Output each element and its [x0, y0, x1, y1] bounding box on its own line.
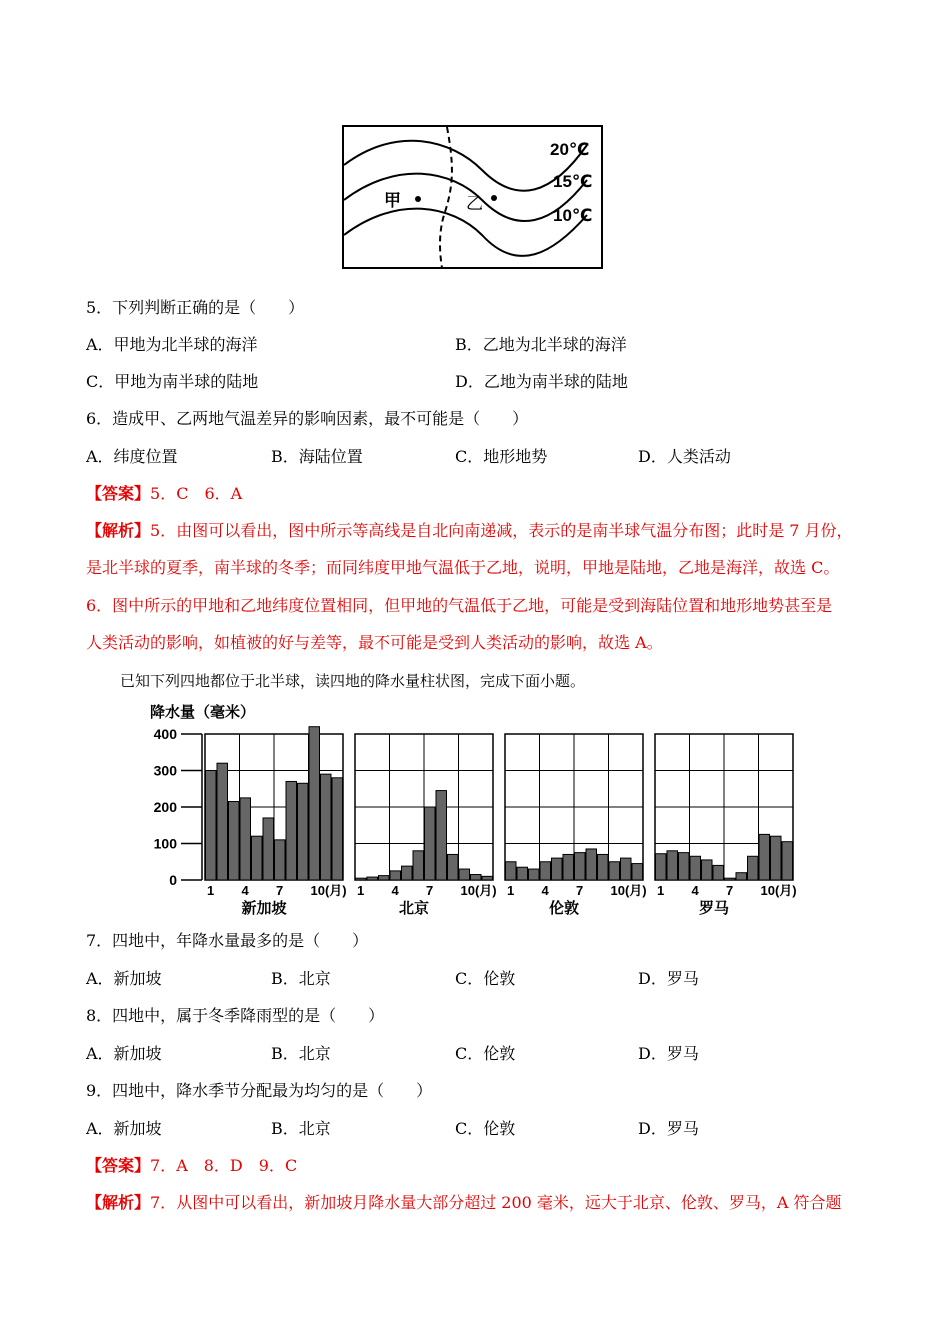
panel-4-bar-month-9 [748, 856, 759, 880]
panel-1-x-tick-label: 1 [207, 883, 215, 898]
panel-3-bar-month-9 [598, 854, 609, 880]
precipitation-chart [130, 700, 820, 920]
panel-3-bar-month-8 [586, 849, 597, 880]
panel-1-bar-month-12 [332, 778, 343, 880]
panel-2-bar-month-7 [425, 807, 436, 880]
q5-option-c[interactable]: C．甲地为南半球的陆地 [86, 372, 259, 391]
q6-option-c[interactable]: C．地形地势 [455, 447, 548, 466]
q8-option-b[interactable]: B．北京 [271, 1044, 331, 1063]
label-20c: 20℃ [550, 140, 590, 159]
panel-2-bar-month-2 [367, 877, 378, 880]
panel-4-bar-month-3 [679, 853, 690, 880]
analysis-1-line-1 [86, 520, 853, 542]
q9-option-a[interactable]: A．新加坡 [86, 1119, 162, 1138]
q7-option-d[interactable]: D．罗马 [638, 969, 699, 988]
panel-1-bar-month-10 [309, 727, 320, 880]
panel-1-bar-month-1 [206, 771, 217, 881]
panel-4-city-name: 罗马 [698, 900, 730, 917]
panel-3-x-tick-label: 1 [507, 883, 515, 898]
panel-1-bar-month-11 [321, 774, 332, 880]
q6-option-b[interactable]: B．海陆位置 [271, 447, 363, 466]
analysis-1-line-3: 6．图中所示的甲地和乙地纬度位置相同，但甲地的气温低于乙地，可能是受到海陆位置和地形地势甚至是 [86, 596, 833, 615]
panel-1-x-tick-label: 10(月) [310, 883, 347, 898]
panel-1-bar-month-6 [263, 818, 274, 880]
q9-option-b[interactable]: B．北京 [271, 1119, 331, 1138]
panel-3-bar-month-11 [621, 858, 632, 880]
panel-1-x-tick-label: 4 [241, 883, 249, 898]
panel-3-bar-month-7 [575, 853, 586, 880]
y-tick-label: 200 [153, 799, 177, 815]
panel-1-bar-month-4 [240, 798, 251, 880]
panel-4-bar-month-2 [667, 851, 678, 880]
y-tick-label: 0 [169, 872, 177, 888]
analysis-1-line-4: 人类活动的影响，如植被的好与差等，最不可能是受到人类活动的影响，故选 A。 [86, 633, 663, 652]
panel-1-bar-month-5 [252, 836, 263, 880]
y-tick-label: 300 [153, 762, 177, 779]
panel-3-bar-month-12 [632, 864, 643, 880]
y-tick-label: 400 [153, 726, 177, 742]
panel-1-bar-month-7 [275, 840, 286, 880]
q5-option-b[interactable]: B．乙地为北半球的海洋 [455, 335, 627, 354]
answer-1 [86, 483, 242, 505]
panel-1-x-tick-label: 7 [276, 883, 284, 898]
panel-2-bar-month-12 [482, 876, 493, 880]
y-axis-title: 降水量（毫米） [150, 704, 256, 721]
analysis-2-text-1: 7．从图中可以看出，新加坡月降水量大部分超过 200 毫米，远大于北京、伦敦、罗马，A 符合题 [150, 1193, 842, 1212]
q5-option-d[interactable]: D．乙地为南半球的陆地 [455, 372, 628, 391]
q9-option-c[interactable]: C．伦敦 [455, 1119, 516, 1138]
analysis-2-tag: 【解析】 [86, 1193, 151, 1212]
panel-2-bar-month-10 [459, 869, 470, 880]
panel-3-bar-month-5 [552, 858, 563, 880]
q6-option-d[interactable]: D．人类活动 [638, 447, 731, 466]
q8-option-d[interactable]: D．罗马 [638, 1044, 699, 1063]
panel-2-x-tick-label: 7 [426, 883, 434, 898]
q9-option-d[interactable]: D．罗马 [638, 1119, 699, 1138]
q7-option-c[interactable]: C．伦敦 [455, 969, 516, 988]
y-tick-label: 100 [153, 835, 177, 852]
point-yi-label: 乙 [466, 194, 483, 213]
q8-option-a[interactable]: A．新加坡 [86, 1044, 162, 1063]
q8-stem: 8．四地中，属于冬季降雨型的是（ ） [86, 1006, 385, 1025]
panel-4-bar-month-6 [713, 865, 724, 880]
panel-4-x-tick-label: 10(月) [760, 883, 797, 898]
q6-stem: 6．造成甲、乙两地气温差异的影响因素，最不可能是（ ） [86, 409, 529, 428]
q7-stem: 7．四地中，年降水量最多的是（ ） [86, 931, 369, 950]
panel-2-x-tick-label: 4 [391, 883, 399, 898]
panel-2-bar-month-9 [448, 854, 459, 880]
panel-2-bar-month-1 [356, 878, 367, 880]
dashed-meridian [440, 127, 452, 268]
q5-stem: 5．下列判断正确的是（ ） [86, 298, 305, 317]
label-15c: 15℃ [553, 172, 593, 191]
panel-4-bar-month-8 [736, 873, 747, 880]
answer-2-text: 7．A 8．D 9．C [150, 1156, 298, 1175]
panel-4-bar-month-10 [759, 834, 770, 880]
panel-4-bar-month-5 [702, 860, 713, 880]
point-jia-label: 甲 [384, 191, 401, 210]
point-yi [491, 195, 497, 201]
panel-4-bar-month-7 [725, 878, 736, 880]
panel-4-x-tick-label: 7 [726, 883, 734, 898]
panel-4-x-tick-label: 4 [691, 883, 699, 898]
panel-3-x-tick-label: 10(月) [610, 883, 647, 898]
isotherm-10 [344, 209, 587, 256]
panel-2-bar-month-11 [471, 875, 482, 880]
answer-2 [86, 1155, 297, 1177]
panel-3-bar-month-2 [517, 867, 528, 880]
panel-4-bar-month-12 [782, 842, 793, 880]
panel-1-bar-month-3 [229, 802, 240, 880]
panel-4-x-tick-label: 1 [657, 883, 665, 898]
panel-2-bar-month-4 [390, 871, 401, 880]
analysis-1-line-2: 是北半球的夏季，南半球的冬季；而同纬度甲地气温低于乙地，说明，甲地是陆地，乙地是海洋，故选 C。 [86, 558, 840, 577]
panel-1-bar-month-9 [298, 783, 309, 880]
intro-precipitation: 已知下列四地都位于北半球，读四地的降水量柱状图，完成下面小题。 [120, 672, 586, 690]
answer-1-text: 5．C 6．A [150, 484, 243, 503]
panel-3-bar-month-3 [529, 869, 540, 880]
q5-option-a[interactable]: A．甲地为北半球的海洋 [86, 335, 258, 354]
q7-option-b[interactable]: B．北京 [271, 969, 331, 988]
panel-1-bar-month-8 [286, 781, 297, 880]
panel-2-bar-month-3 [379, 876, 390, 880]
label-10c: 10℃ [553, 206, 593, 225]
panel-3-x-tick-label: 4 [541, 883, 549, 898]
panel-2-bar-month-5 [402, 866, 413, 880]
panel-2-x-tick-label: 10(月) [460, 883, 497, 898]
q6-option-a[interactable]: A．纬度位置 [86, 447, 178, 466]
q8-option-c[interactable]: C．伦敦 [455, 1044, 516, 1063]
answer-1-tag: 【答案】 [86, 484, 151, 503]
panel-2-x-tick-label: 1 [357, 883, 365, 898]
panel-3-x-tick-label: 7 [576, 883, 584, 898]
panel-3-bar-month-1 [506, 862, 517, 880]
panel-4-bar-month-4 [690, 856, 701, 880]
panel-3-bar-month-10 [609, 862, 620, 880]
panel-4-bar-month-11 [771, 836, 782, 880]
panel-2-city-name: 北京 [398, 900, 430, 917]
isotherm-map [342, 125, 604, 270]
panel-2-bar-month-8 [436, 791, 447, 880]
q7-option-a[interactable]: A．新加坡 [86, 969, 162, 988]
panel-4-bar-month-1 [656, 854, 667, 880]
point-jia [415, 196, 421, 202]
analysis-1-tag: 【解析】 [86, 521, 151, 540]
answer-2-tag: 【答案】 [86, 1156, 151, 1175]
analysis-2-line-1 [86, 1192, 842, 1214]
analysis-1-text-1: 5．由图可以看出，图中所示等高线是自北向南递减，表示的是南半球气温分布图；此时是 7 月份， [150, 521, 853, 540]
panel-1-city-name: 新加坡 [241, 900, 287, 917]
panel-3-city-name: 伦敦 [548, 900, 580, 917]
panel-3-bar-month-4 [540, 862, 551, 880]
panel-1-bar-month-2 [217, 763, 228, 880]
q9-stem: 9．四地中，降水季节分配最为均匀的是（ ） [86, 1081, 433, 1100]
panel-3-bar-month-6 [563, 854, 574, 880]
panel-2-bar-month-6 [413, 851, 424, 880]
